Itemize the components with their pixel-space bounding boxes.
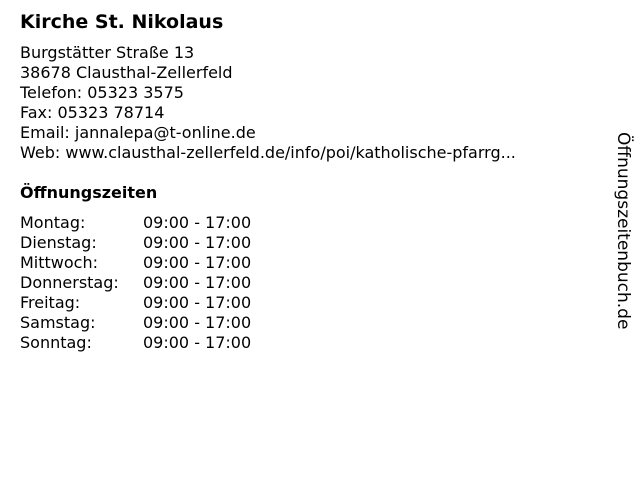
- time-value: 09:00 - 17:00: [143, 253, 252, 272]
- day-label: Dienstag:: [20, 233, 97, 252]
- time-value: 09:00 - 17:00: [143, 293, 252, 312]
- email-line: Email: jannalepa@t-online.de: [20, 123, 256, 142]
- street-line: Burgstätter Straße 13: [20, 43, 195, 62]
- day-label: Mittwoch:: [20, 253, 98, 272]
- time-value: 09:00 - 17:00: [143, 333, 252, 352]
- city-line: 38678 Clausthal-Zellerfeld: [20, 63, 233, 82]
- day-label: Freitag:: [20, 293, 81, 312]
- address-block: [20, 43, 516, 163]
- brand-watermark: Öffnungszeitenbuch.de: [613, 132, 633, 330]
- time-value: 09:00 - 17:00: [143, 233, 252, 252]
- page-title: Kirche St. Nikolaus: [20, 11, 224, 33]
- day-label: Donnerstag:: [20, 273, 119, 292]
- phone-line: Telefon: 05323 3575: [20, 83, 184, 102]
- day-label: Sonntag:: [20, 333, 92, 352]
- fax-line: Fax: 05323 78714: [20, 103, 165, 122]
- web-line: Web: www.clausthal-zellerfeld.de/info/poi/katholische-pfarrg...: [20, 143, 516, 162]
- day-label: Montag:: [20, 213, 86, 232]
- hours-heading: Öffnungszeiten: [20, 183, 158, 202]
- time-value: 09:00 - 17:00: [143, 213, 252, 232]
- day-label: Samstag:: [20, 313, 96, 332]
- time-value: 09:00 - 17:00: [143, 313, 252, 332]
- time-value: 09:00 - 17:00: [143, 273, 252, 292]
